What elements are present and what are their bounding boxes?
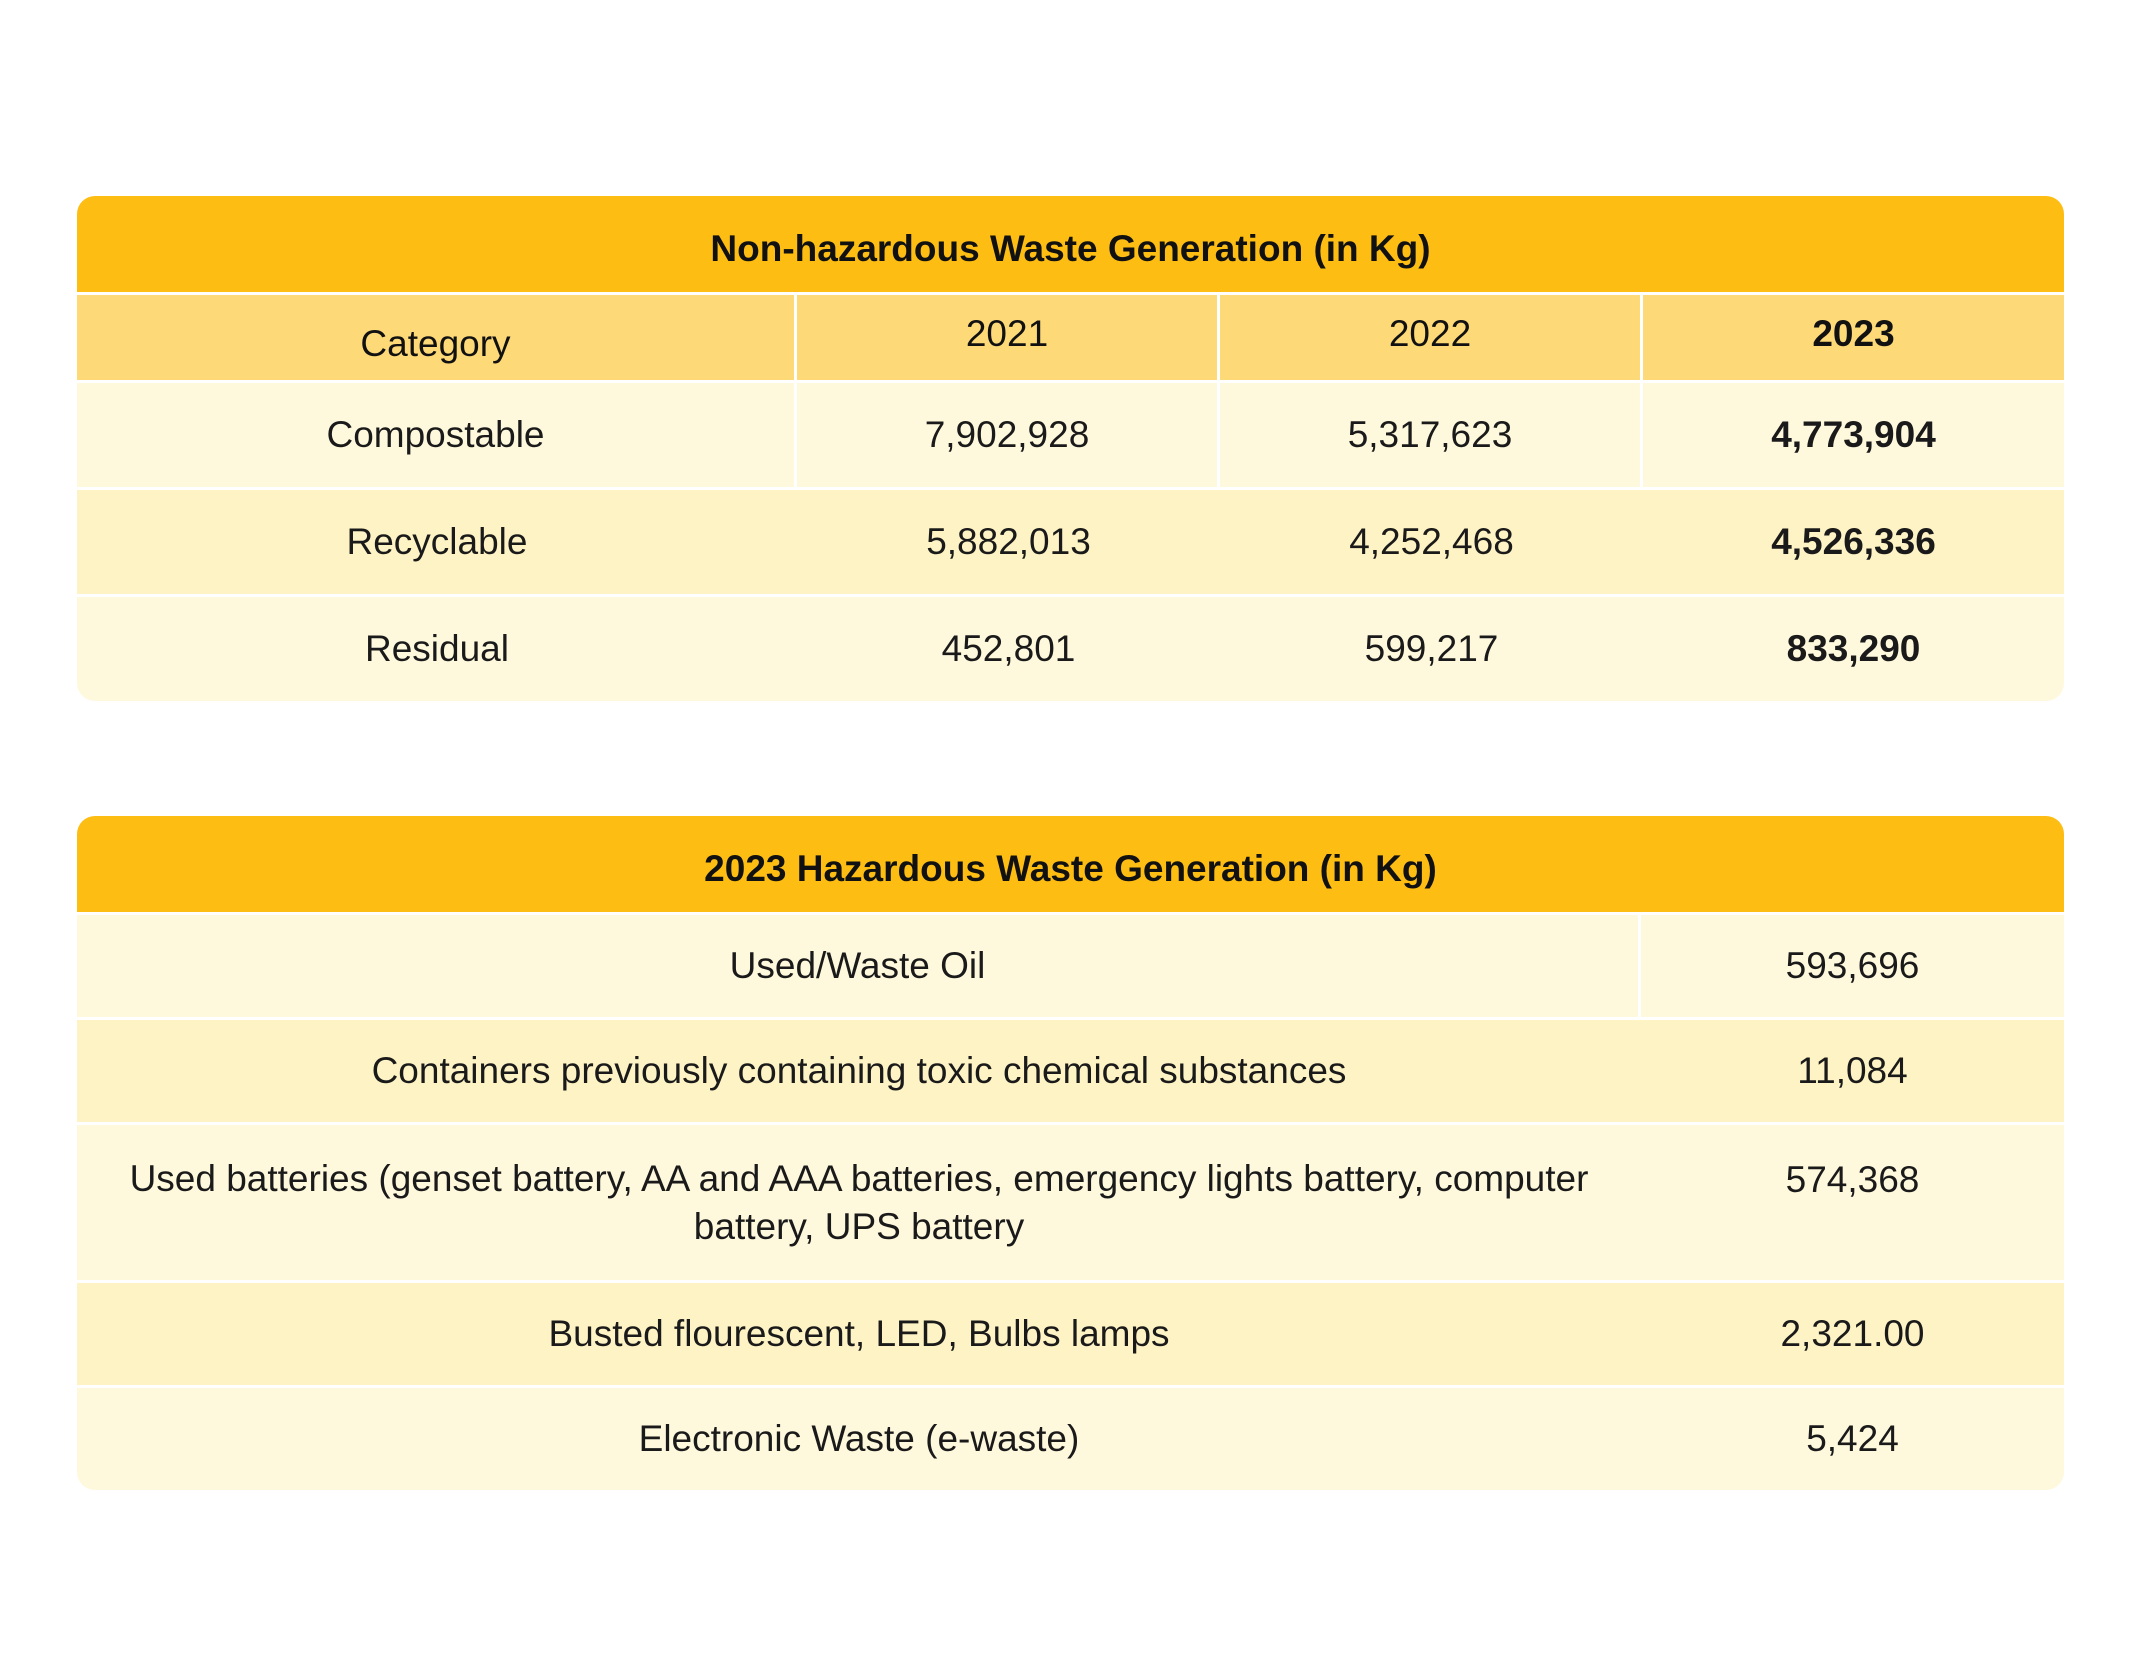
row-value-2022: 599,217 <box>1364 628 1499 669</box>
row-value: 574,368 <box>1785 1159 1920 1200</box>
table-row <box>77 594 2064 701</box>
table-row <box>77 380 2064 487</box>
row-value-2021: 7,902,928 <box>797 383 1220 487</box>
row-value: 2,321.00 <box>1780 1313 1925 1354</box>
row-category: Recyclable <box>346 521 528 562</box>
row-category: Compostable <box>77 383 797 487</box>
table-row <box>77 912 2064 1017</box>
header-category: Category <box>77 295 797 380</box>
header-2021: 2021 <box>797 295 1220 380</box>
row-category: Residual <box>365 628 509 669</box>
header-2022: 2022 <box>1220 295 1643 380</box>
table-row <box>77 487 2064 594</box>
row-value-2022: 5,317,623 <box>1220 383 1643 487</box>
row-waste-type: Used/Waste Oil <box>77 915 1641 1017</box>
header-2023: 2023 <box>1812 312 1895 354</box>
row-waste-type: Electronic Waste (e-waste) <box>638 1418 1080 1459</box>
row-value-2023: 4,773,904 <box>1771 414 1936 455</box>
row-value: 5,424 <box>1806 1418 1899 1459</box>
row-value-2021: 452,801 <box>941 628 1076 669</box>
hazardous-table-title: 2023 Hazardous Waste Generation (in Kg) <box>77 816 2064 912</box>
non-hazardous-table-title: Non-hazardous Waste Generation (in Kg) <box>77 196 2064 292</box>
row-waste-type: Containers previously containing toxic chemical substances <box>371 1050 1347 1091</box>
row-value-2023: 833,290 <box>1786 628 1921 669</box>
table-row <box>77 1017 2064 1122</box>
row-waste-type: Busted flourescent, LED, Bulbs lamps <box>548 1313 1170 1354</box>
row-value: 593,696 <box>1785 945 1920 986</box>
hazardous-waste-table <box>77 816 2064 1490</box>
table-header-row <box>77 292 2064 380</box>
table-row <box>77 1122 2064 1280</box>
row-waste-type: Used batteries (genset battery, AA and AAA batteries, emergency lights battery, computer battery, UPS battery <box>129 1157 1589 1247</box>
table-row <box>77 1280 2064 1385</box>
row-value-2021: 5,882,013 <box>926 521 1091 562</box>
non-hazardous-waste-table <box>77 196 2064 701</box>
row-value-2022: 4,252,468 <box>1349 521 1514 562</box>
row-value-2023: 4,526,336 <box>1771 521 1936 562</box>
table-row <box>77 1385 2064 1490</box>
row-value: 11,084 <box>1797 1050 1908 1091</box>
